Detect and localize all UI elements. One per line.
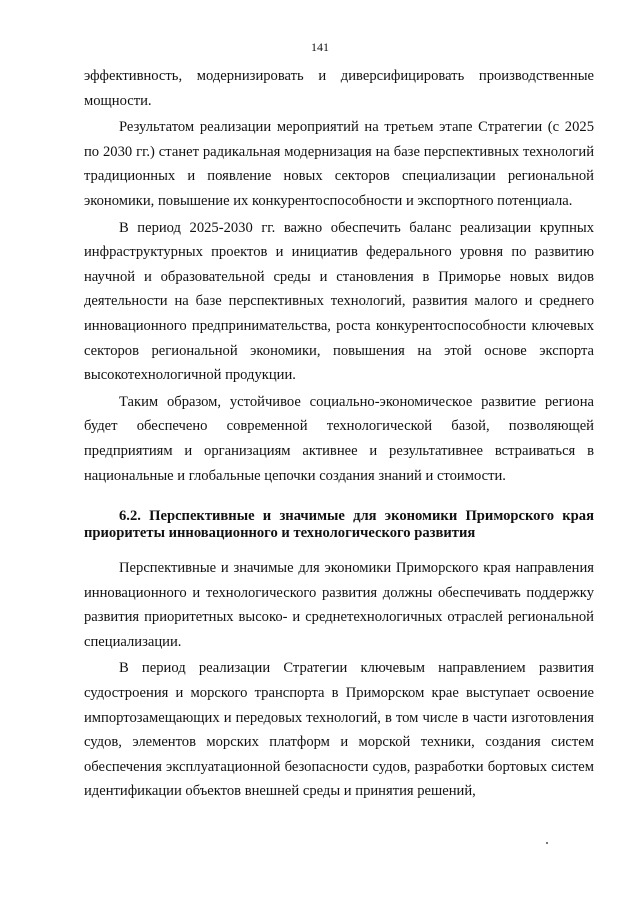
paragraph-shipbuilding: В период реализации Стратегии ключевым направлением развития судостроения и морского транспорта в Приморском крае выступает освоение импортозамещающих и передовых технологий, в том числе в части изготовления судов, элементов морских платформ и морской техники, создания систем обеспечения эксплуатационной безопасности судов, разработки бортовых систем идентификации объектов внешней среды и принятия решений, (84, 660, 594, 800)
paragraph-priority-directions: Перспективные и значимые для экономики Приморского края направления инновационного и технологического развития должны обеспечивать поддержку развития приоритетных высоко- и среднетехнологичных отраслей региональной специализации. (84, 560, 594, 650)
paragraph-conclusion: Таким образом, устойчивое социально-экономическое развитие региона будет обеспечено современной технологической базой, позволяющей предприятиям и организациям активнее и результативнее встраиваться в национальные и глобальные цепочки создания знаний и стоимости. (84, 393, 594, 484)
page-number: 141 (311, 40, 329, 54)
page-content (84, 64, 594, 806)
paragraph-period-balance: В период 2025-2030 гг. важно обеспечить баланс реализации крупных инфраструктурных проектов и инициатив федерального уровня по развитию научной и образовательной среды и становления в Приморье новых видов деятельности на базе перспективных технологий, развития малого и среднего инновационного предпринимательства, роста конкурентоспособности ключевых секторов региональной экономики, повышения на этой основе экспорта высокотехнологичной продукции. (84, 219, 594, 384)
paragraph-stage-three-results: Результатом реализации мероприятий на третьем этапе Стратегии (с 2025 по 2030 гг.) станет радикальная модернизация на базе перспективных технологий традиционных и появление новых секторов специализации региональной экономики, повышение их конкурентоспособности и экспортного потенциала. (84, 119, 594, 209)
scan-speck (546, 842, 548, 844)
section-heading: 6.2. Перспективные и значимые для экономики Приморского края приоритеты инновационного и технологического развития (84, 508, 594, 542)
paragraph-continuation: эффективность, модернизировать и диверсифицировать производственные мощности. (84, 68, 594, 109)
